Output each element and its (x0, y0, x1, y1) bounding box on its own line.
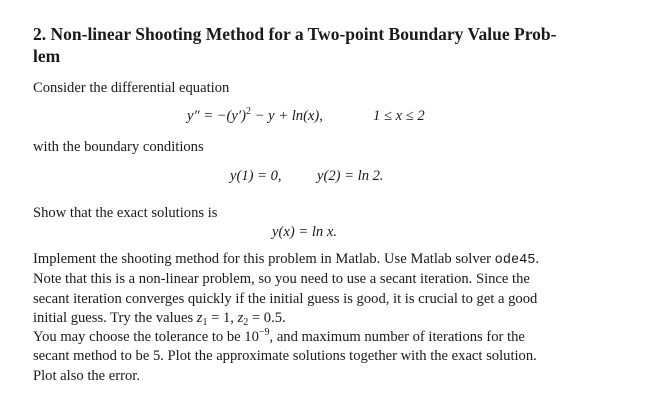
heading-line-2: lem (33, 46, 61, 66)
p1-line-3: secant iteration converges quickly if the initial guess is good, it is crucial to get a good (33, 290, 538, 307)
exact-text: Show that the exact solutions is (33, 205, 218, 221)
p2-line-3: Plot also the error. (33, 367, 141, 384)
p1-line-2: Note that this is a non-linear problem, so you need to use a secant iteration. Since the (33, 271, 530, 288)
p2-line-2: secant method to be 5. Plot the approximate solutions together with the exact solution. (33, 348, 537, 365)
heading-line-1 (33, 23, 643, 45)
ode-equation: $y'' = -(y')^2 - y + \ln(x)$, (187, 106, 323, 124)
boundary-text: with the boundary conditions (33, 139, 204, 155)
section-title: Non-linear Shooting Method for a Two-point Boundary Value Prob- (50, 24, 557, 44)
ode-domain: 1 ≤ x ≤ 2 (373, 108, 425, 124)
p1-line-1: Implement the shooting method for this problem in Matlab. Use Matlab solver ode45. (33, 251, 540, 268)
p2-line-1: You may choose the tolerance to be $10^{-9}$, and maximum number of iterations for the (33, 327, 525, 345)
paragraph-implementation (33, 250, 633, 329)
section-number: 2. (33, 24, 47, 44)
boundary-left: y(1) = 0, (230, 168, 282, 184)
boundary-right: y(2) = ln 2. (317, 168, 384, 184)
section-heading (33, 23, 643, 67)
code-ode45: ode45 (494, 253, 536, 268)
paragraph-tolerance (33, 328, 633, 386)
p1-line-4: initial guess. Try the values $z_1 = 1$, $z_2 = 0.5$. (33, 310, 286, 329)
intro-text: Consider the differential equation (33, 80, 230, 96)
exact-solution: y(x) = ln x. (272, 224, 337, 240)
